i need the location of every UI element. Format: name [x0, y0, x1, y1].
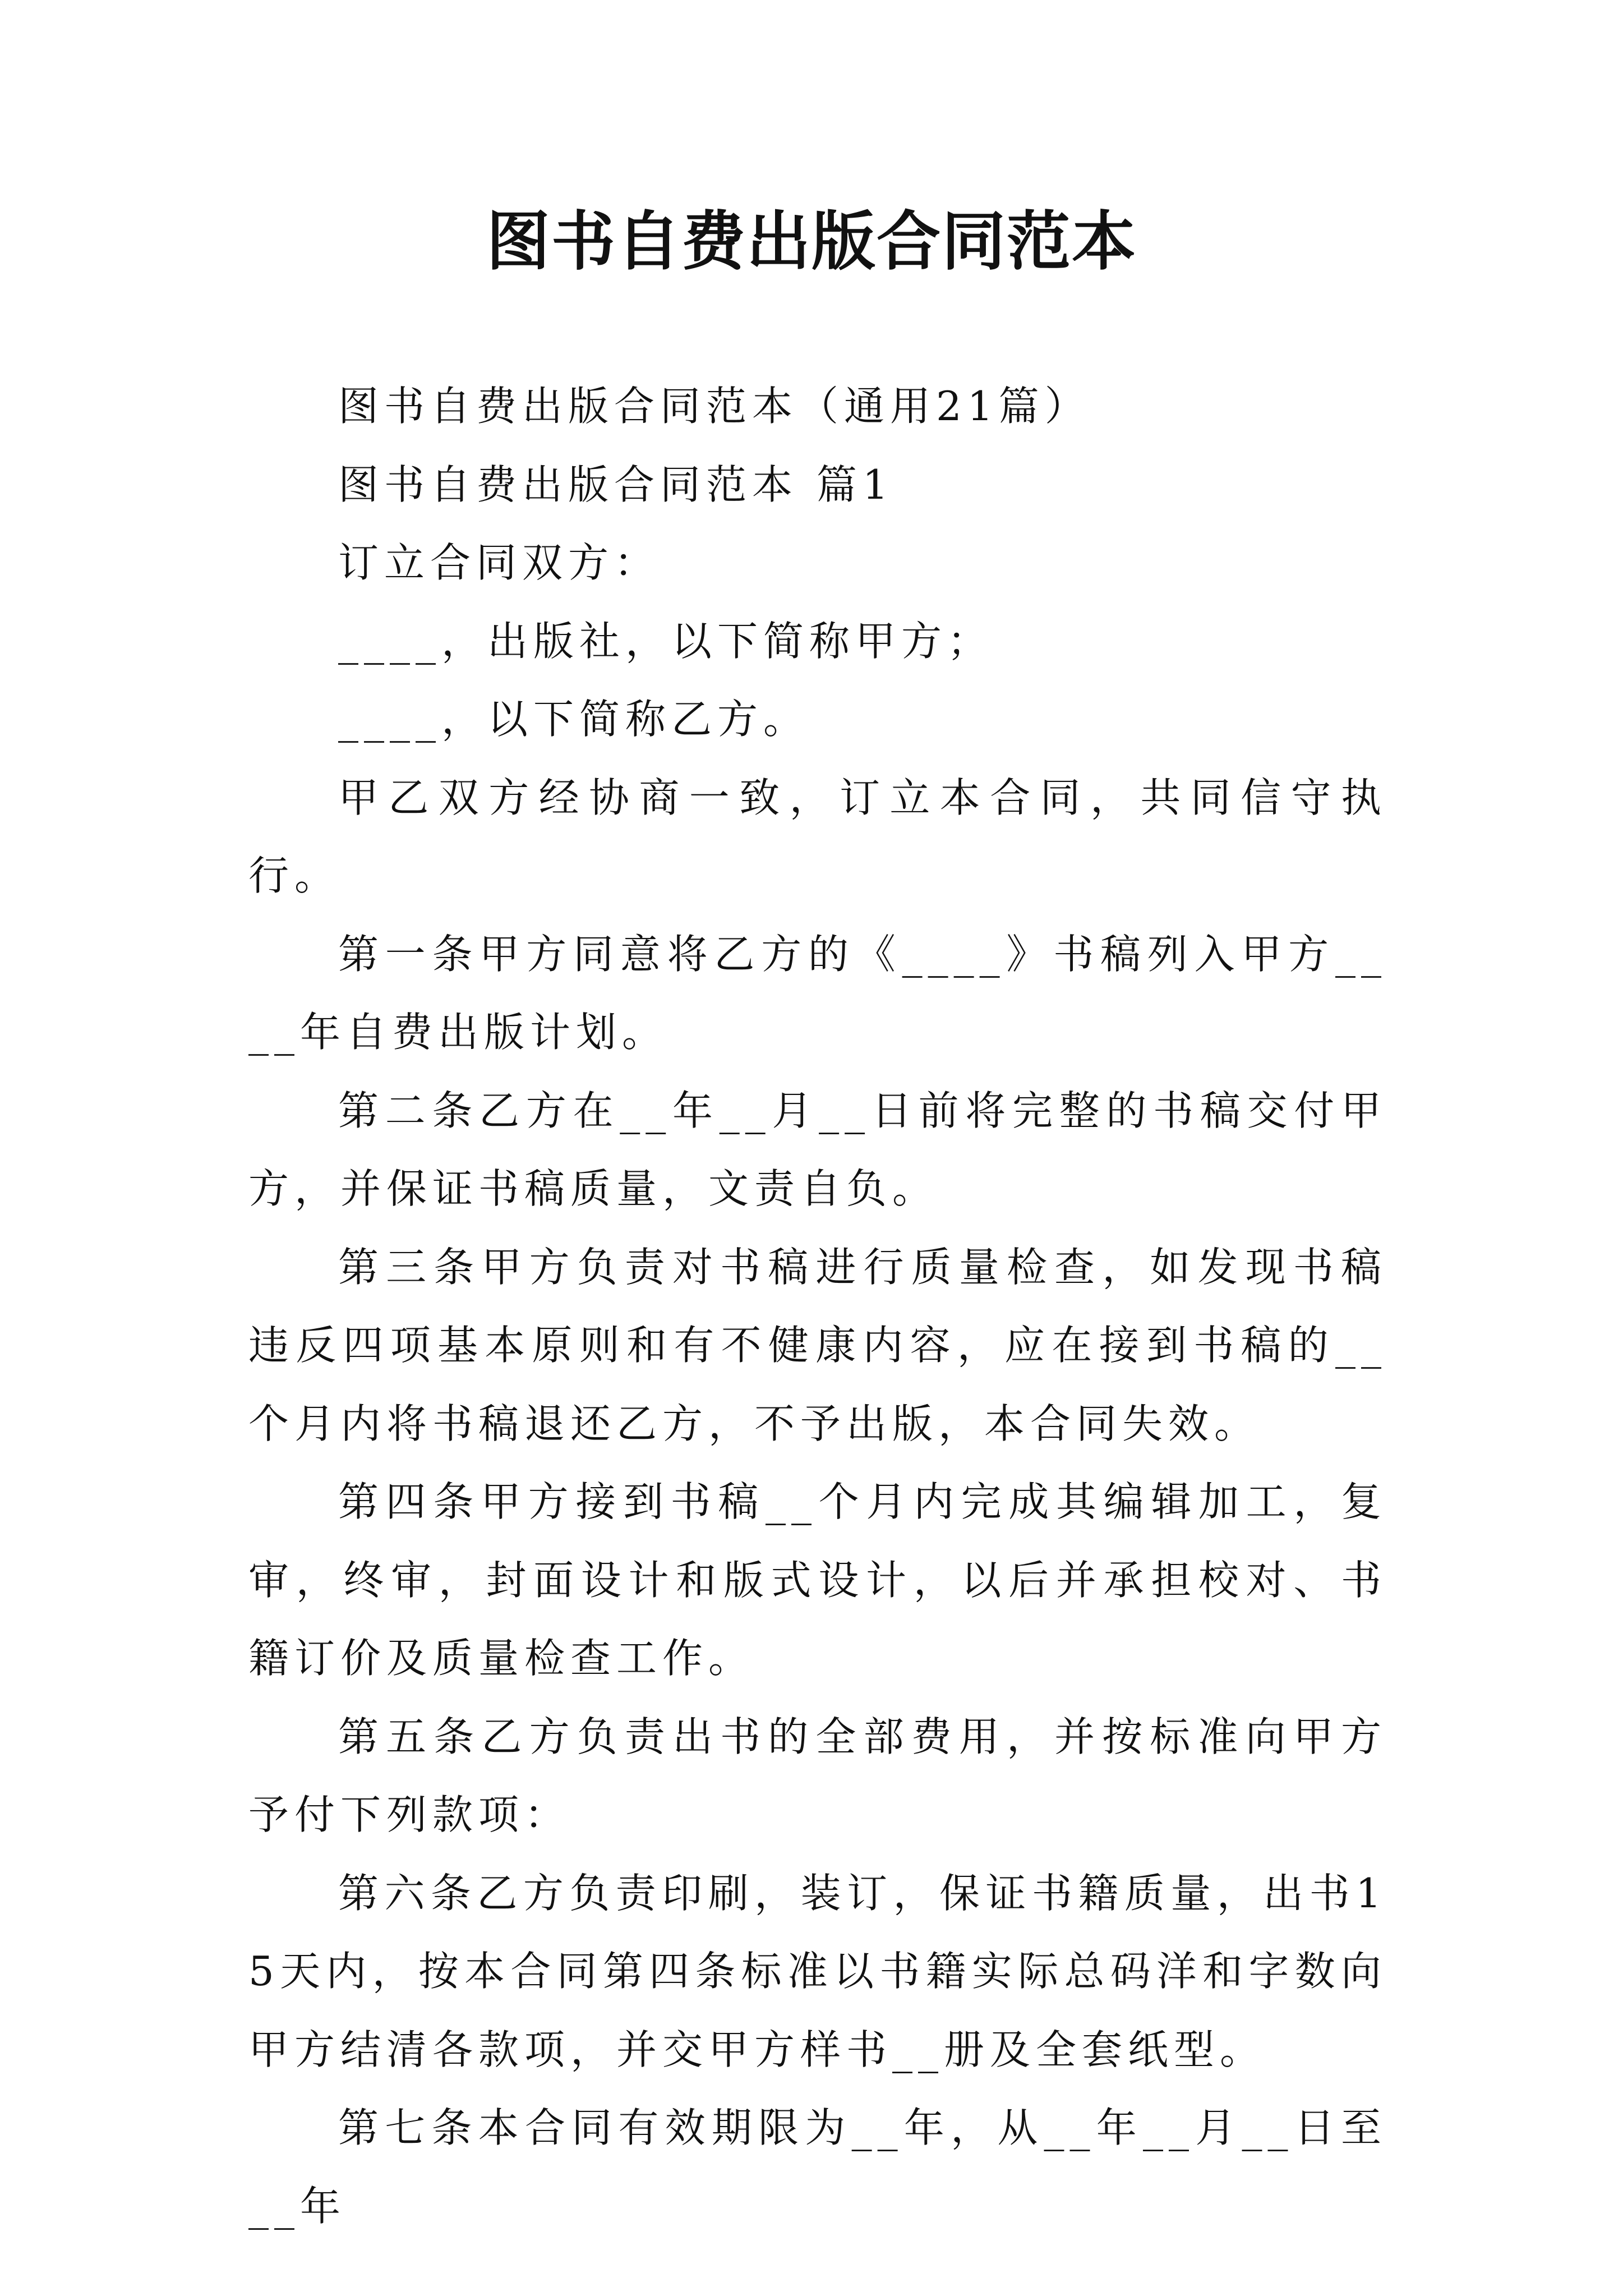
paragraph-article-4: 第四条甲方接到书稿__个月内完成其编辑加工，复审，终审，封面设计和版式设计，以后并承担校对、书籍订价及质量检查工作。	[248, 1478, 1387, 1682]
paragraph-parties-heading: 订立合同双方：	[338, 539, 661, 586]
document-body	[248, 367, 1387, 2246]
paragraph-subtitle: 图书自费出版合同范本（通用21篇）	[338, 383, 1091, 430]
paragraph-article-5: 第五条乙方负责出书的全部费用，并按标准向甲方予付下列款项：	[248, 1713, 1387, 1838]
paragraph-party-b: ____，以下简称乙方。	[338, 696, 810, 743]
paragraph-agreement: 甲乙双方经协商一致，订立本合同，共同信守执行。	[248, 774, 1387, 899]
paragraph-article-2: 第二条乙方在__年__月__日前将完整的书稿交付甲方，并保证书稿质量，文责自负。	[248, 1087, 1387, 1212]
paragraph-article-6: 第六条乙方负责印刷，装订，保证书籍质量，出书15天内，按本合同第四条标准以书籍实际总码洋和字数向甲方结清各款项，并交甲方样书__册及全套纸型。	[248, 1869, 1387, 2073]
paragraph-article-7: 第七条本合同有效期限为__年，从__年__月__日至__年	[248, 2104, 1387, 2230]
document-title: 图书自费出版合同范本	[486, 204, 1137, 279]
paragraph-article-3: 第三条甲方负责对书稿进行质量检查，如发现书稿违反四项基本原则和有不健康内容，应在接到书稿的__个月内将书稿退还乙方，不予出版，本合同失效。	[248, 1243, 1387, 1447]
paragraph-article-1: 第一条甲方同意将乙方的《____》书稿列入甲方____年自费出版计划。	[248, 930, 1387, 1056]
paragraph-party-a: ____，出版社，以下简称甲方；	[338, 617, 994, 665]
paragraph-chapter-heading: 图书自费出版合同范本 篇1	[338, 461, 894, 508]
